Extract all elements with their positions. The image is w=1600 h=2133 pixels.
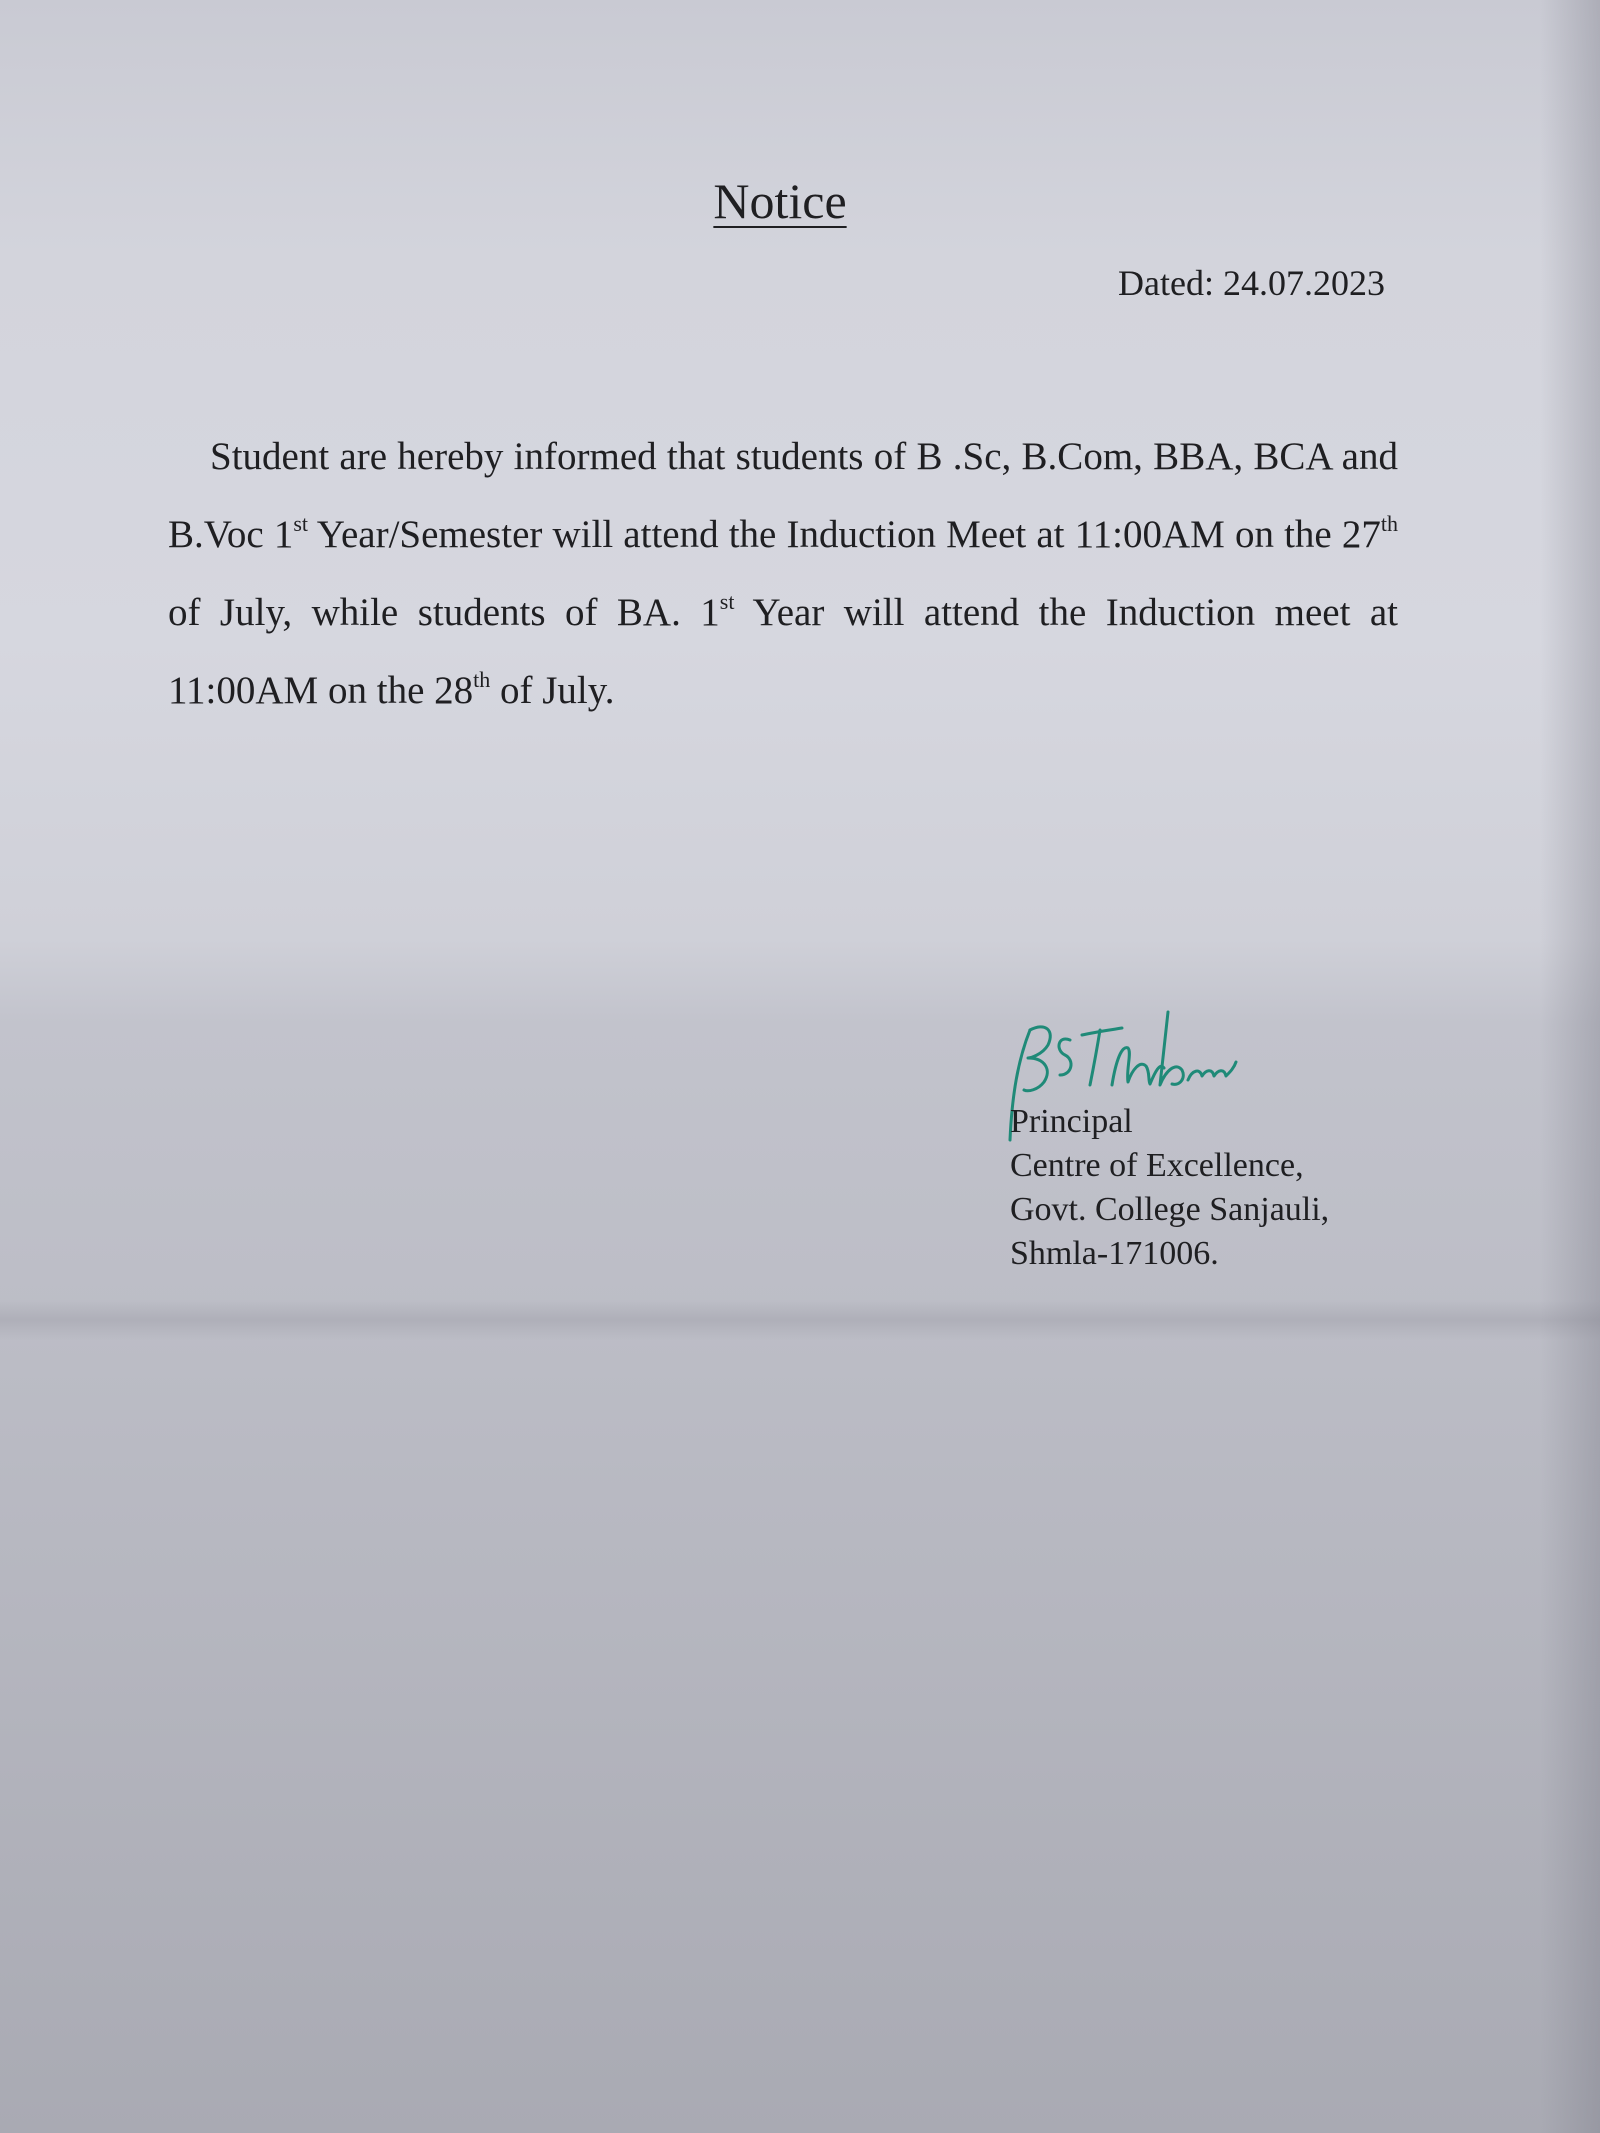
body-segment-2: Year/Semester will attend the Induction Meet at 11:00AM on the 27: [308, 513, 1381, 556]
body-segment-5: of July.: [490, 669, 615, 712]
notice-body: [168, 418, 1398, 730]
paper-fold: [0, 1300, 1600, 1340]
paper-edge-shadow: [1540, 0, 1600, 2133]
signatory-institution: Centre of Excellence,: [1010, 1147, 1304, 1184]
body-segment-4: Year will attend the Induction meet at 11:00AM on the 28: [168, 591, 1398, 712]
signatory-designation: Principal: [1010, 1103, 1133, 1140]
signatory-address: Shmla-171006.: [1010, 1235, 1219, 1272]
notice-date: Dated: 24.07.2023: [1118, 263, 1385, 303]
signatory-block: [1010, 1100, 1329, 1276]
superscript-st-2: st: [719, 589, 735, 614]
body-segment-1: Student are hereby informed that students of B .Sc, B.Com, BBA, BCA and B.Voc 1: [168, 435, 1398, 556]
body-segment-3: of July, while students of BA. 1: [168, 591, 720, 634]
superscript-th-2: th: [473, 667, 491, 692]
signatory-college: Govt. College Sanjauli,: [1010, 1191, 1330, 1228]
superscript-st-1: st: [293, 511, 309, 536]
notice-title: Notice: [713, 173, 847, 229]
superscript-th-1: th: [1380, 511, 1398, 536]
